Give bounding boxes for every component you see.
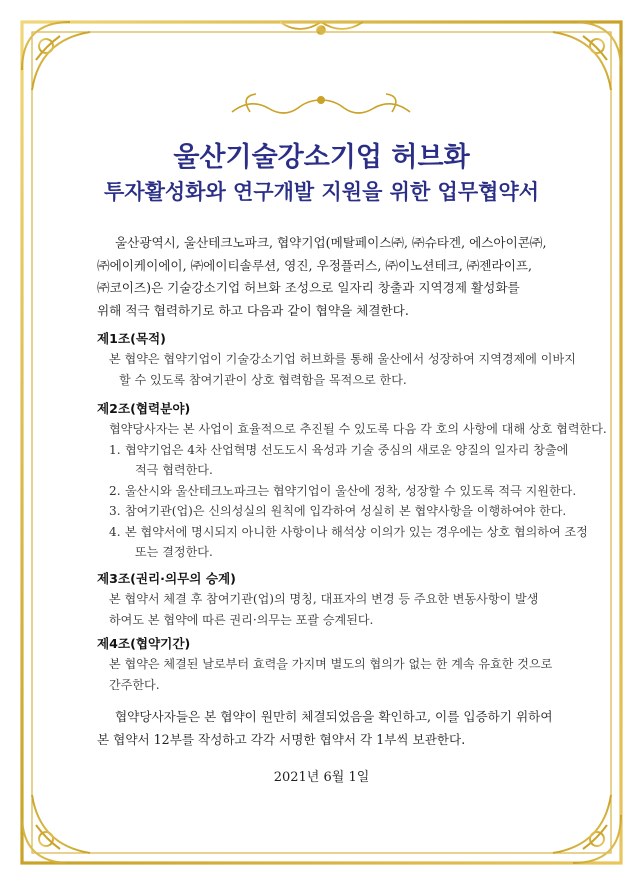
intro-line: 위해 적극 협력하기로 하고 다음과 같이 협약을 체결한다. [97,302,409,318]
article-2-title: 제2조(협력분야) [97,401,191,416]
article-1-line: 본 협약은 협약기업이 기술강소기업 허브화를 통해 울산에서 성장하여 지역경제에 이바지 [109,352,576,366]
article-2-item-4-cont: 또는 결정한다. [135,545,213,559]
agreement-date: 2021년 6월 1일 [273,770,370,785]
article-2-item-2: 2. 울산시와 울산테크노파크는 협약기업이 울산에 정착, 성장할 수 있도록 적극 지원한다. [109,483,577,498]
intro-line: ㈜에이케이에이, ㈜에이티솔루션, 영진, 우정플러스, ㈜이노션테크, ㈜젠라이프, [97,257,533,273]
closing-paragraph [97,705,557,751]
closing-line: 협약당사자들은 본 협약이 원만히 체결되었음을 확인하고, 이를 입증하기 위하여 [115,709,553,724]
intro-paragraph [97,232,557,322]
article-3 [97,569,557,630]
intro-line: ㈜코이즈)은 기술강소기업 허브화 조성으로 일자리 창출과 지역경제 활성화를 [97,280,520,295]
article-2-item-3: 3. 참여기관(업)은 신의성실의 원칙에 입각하여 성실히 본 협약사항을 이행하여야 한다. [109,504,567,518]
article-4-title: 제4조(협약기간) [97,636,191,651]
intro-line: 울산광역시, 울산테크노파크, 협약기업(메탈페이스㈜, ㈜슈타겐, 에스아이콘㈜, [115,235,547,250]
article-2-item-4: 4. 본 협약서에 명시되지 아니한 사항이나 해석상 이의가 있는 경우에는 상호 협의하여 조정 [109,524,588,539]
article-2-item-1: 1. 협약기업은 4차 산업혁명 선도도시 육성과 기술 중심의 새로운 양질의 일자리 창출에 [109,442,569,457]
article-1 [97,329,576,390]
article-3-line: 본 협약서 체결 후 참여기관(업)의 명칭, 대표자의 변경 등 주요한 변동사항이 발생 [109,592,539,606]
article-2 [97,399,607,563]
article-4 [97,634,557,695]
document-subtitle: 투자활성화와 연구개발 지원을 위한 업무협약서 [104,180,539,204]
article-2-lead: 협약당사자는 본 사업이 효율적으로 추진될 수 있도록 다음 각 호의 사항에 대해 상호 협력한다. [109,422,607,436]
article-1-line: 할 수 있도록 참여기관이 상호 협력함을 목적으로 한다. [119,372,407,387]
article-4-line: 본 협약은 체결된 날로부터 효력을 가지며 별도의 협의가 없는 한 계속 유효한 것으로 [109,657,553,671]
closing-line: 본 협약서 12부를 작성하고 각각 서명한 협약서 각 1부씩 보관한다. [97,732,466,747]
article-3-line: 하여도 본 협약에 따른 권리·의무는 포괄 승계된다. [109,612,374,627]
article-3-title: 제3조(권리·의무의 승계) [97,571,236,586]
article-2-item-1-cont: 적극 협력한다. [135,463,213,477]
article-4-line: 간주한다. [109,677,160,692]
article-1-title: 제1조(목적) [97,331,166,346]
document-title: 울산기술강소기업 허브화 [173,142,470,173]
